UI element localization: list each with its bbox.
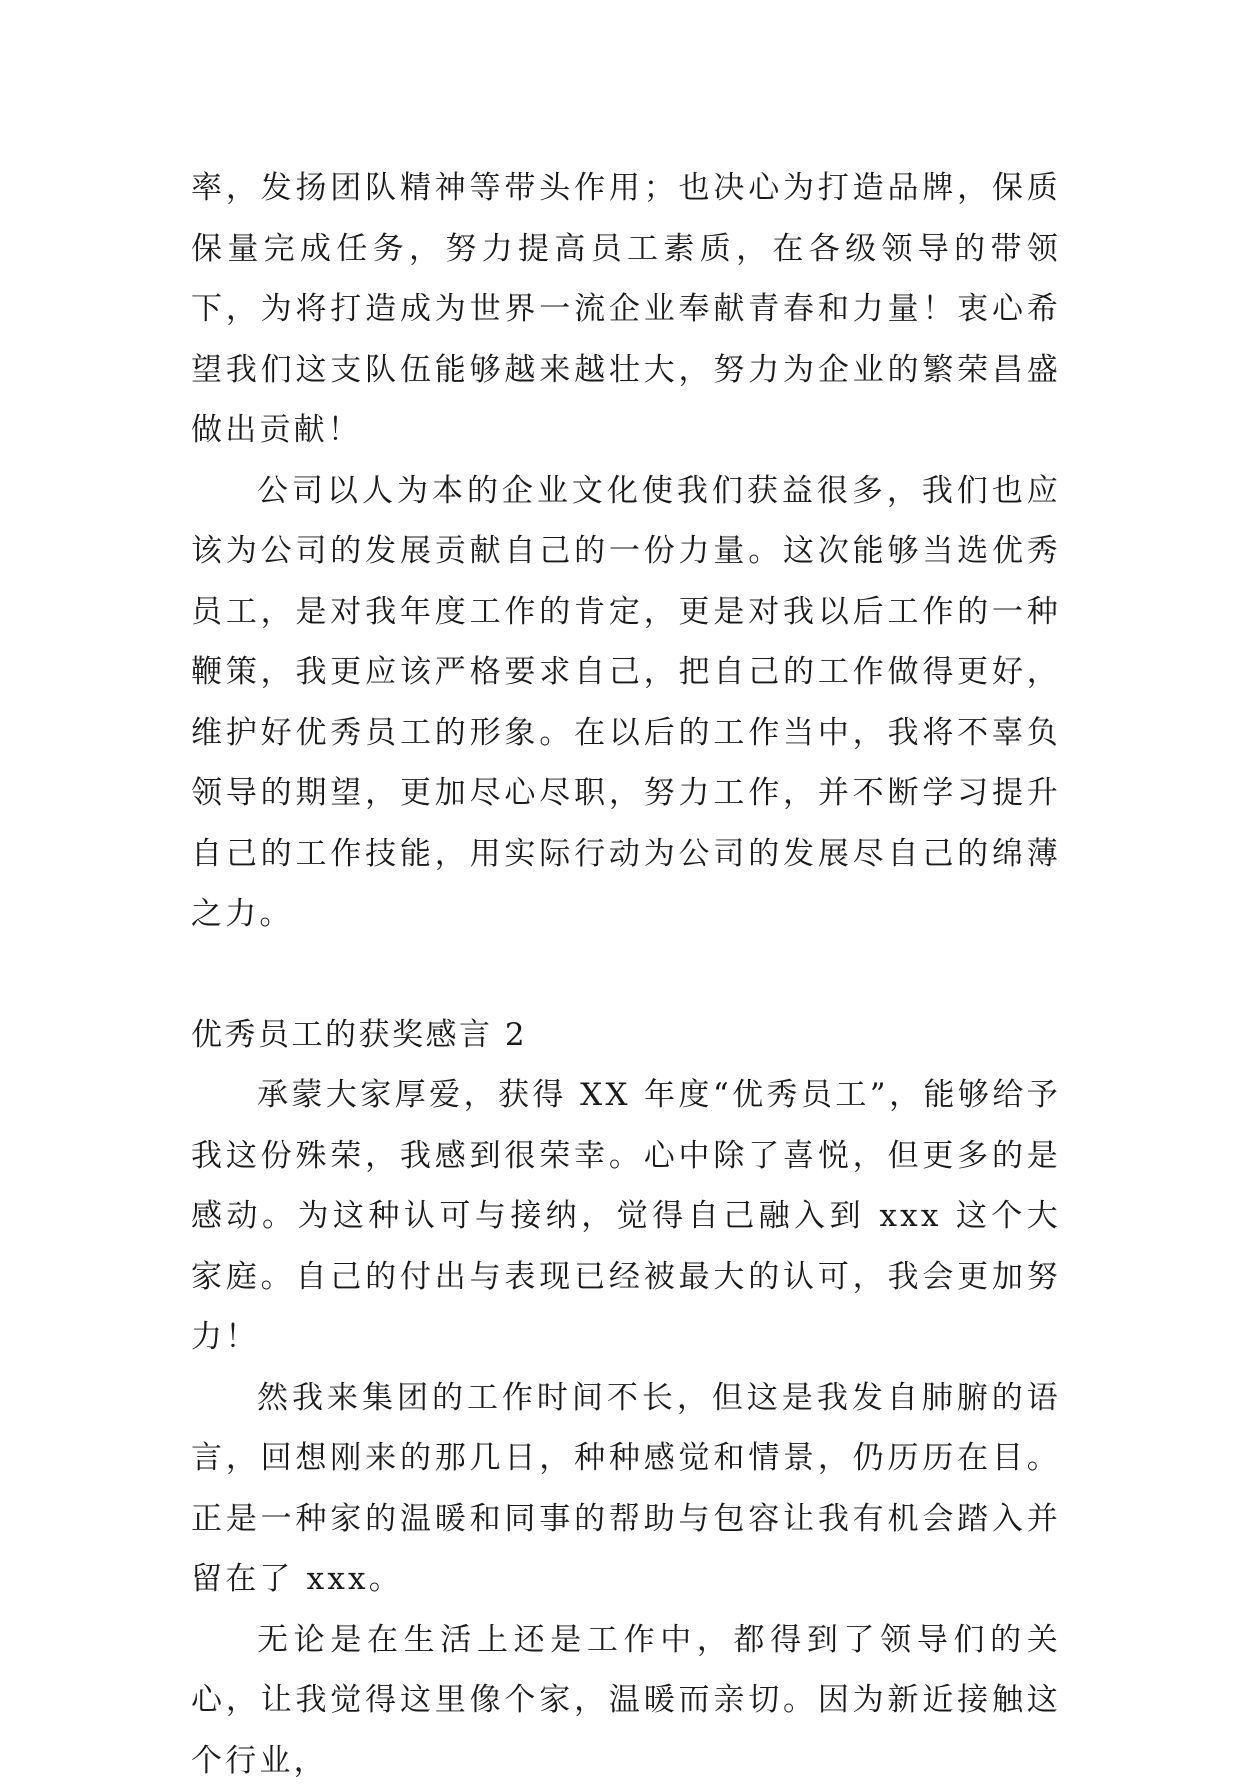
section-heading: 优秀员工的获奖感言 2 [191,1005,1061,1066]
document-body [191,158,1061,1791]
paragraph-memories: 然我来集团的工作时间不长，但这是我发自肺腑的语言，回想刚来的那几日，种种感觉和情景，仍历历在目。正是一种家的温暖和同事的帮助与包容让我有机会踏入并留在了 xxx。 [191,1368,1061,1610]
paragraph-gratitude: 承蒙大家厚爱，获得 XX 年度“优秀员工”，能够给予我这份殊荣，我感到很荣幸。心中除了喜悦，但更多的是感动。为这种认可与接纳，觉得自己融入到 xxx 这个大家庭。自己的付出与表现已经被最大的认可，我会更加努力！ [191,1065,1061,1368]
paragraph-company-culture: 公司以人为本的企业文化使我们获益很多，我们也应该为公司的发展贡献自己的一份力量。这次能够当选优秀员工，是对我年度工作的肯定，更是对我以后工作的一种鞭策，我更应该严格要求自己，把自己的工作做得更好，维护好优秀员工的形象。在以后的工作当中，我将不辜负领导的期望，更加尽心尽职，努力工作，并不断学习提升自己的工作技能，用实际行动为公司的发展尽自己的绵薄之力。 [191,461,1061,945]
paragraph-care: 无论是在生活上还是工作中，都得到了领导们的关心，让我觉得这里像个家，温暖而亲切。因为新近接触这个行业， [191,1610,1061,1791]
section-spacer [191,945,1061,1005]
paragraph-continuation: 率，发扬团队精神等带头作用；也决心为打造品牌，保质保量完成任务，努力提高员工素质，在各级领导的带领下，为将打造成为世界一流企业奉献青春和力量！衷心希望我们这支队伍能够越来越壮大，努力为企业的繁荣昌盛做出贡献！ [191,158,1061,461]
